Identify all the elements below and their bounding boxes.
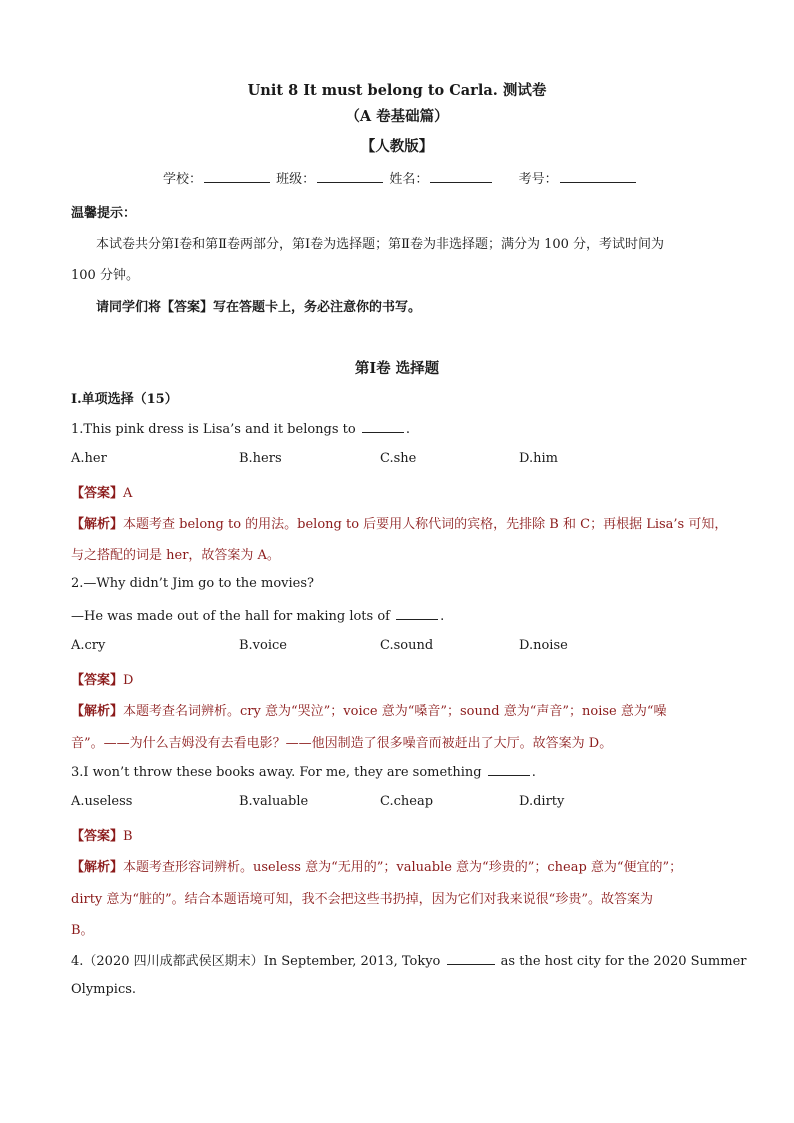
question-1-option-d[interactable]: D.him [519, 451, 558, 466]
edition-label: 【人教版】 [360, 138, 434, 155]
question-3-stem: 3.I won’t throw these books away. For me, they are something . [71, 765, 536, 780]
question-2-stem-line-2: —He was made out of the hall for making lots of . [71, 609, 445, 624]
question-3-option-d[interactable]: D.dirty [519, 794, 565, 809]
question-1-option-c[interactable]: C.she [380, 451, 417, 466]
question-3-analysis-line-1: 【解析】本题考查形容词辨析。useless 意为“无用的”；valuable 意为“珍贵的”；cheap 意为“便宜的”； [71, 860, 683, 875]
question-2-stem-line-1: 2.—Why didn’t Jim go to the movies? [71, 576, 314, 591]
question-2-analysis-line-2: 音”。——为什么吉姆没有去看电影？——他因制造了很多噪音而被赶出了大厅。故答案为 D。 [71, 736, 613, 751]
school-blank[interactable] [204, 170, 270, 183]
question-3-answer: 【答案】B [71, 829, 133, 844]
question-1-analysis-line-1: 【解析】本题考查 belong to 的用法。belong to 后要用人称代词的宾格，先排除 B 和 C；再根据 Lisa’s 可知， [71, 517, 728, 532]
question-1-answer: 【答案】A [71, 486, 133, 501]
tips-line-3: 请同学们将【答案】写在答题卡上，务必注意你的书写。 [96, 300, 422, 315]
question-3-analysis-line-2: dirty 意为“脏的”。结合本题语境可知，我不会把这些书扔掉，因为它们对我来说很“珍贵”。故答案为 [71, 892, 653, 907]
question-1-blank[interactable] [362, 420, 404, 433]
name-label: 姓名： [389, 172, 429, 187]
question-3-option-b[interactable]: B.valuable [239, 794, 309, 809]
name-blank[interactable] [430, 170, 492, 183]
part-title: Ⅰ.单项选择（15） [71, 392, 178, 407]
exam-number-blank[interactable] [560, 170, 636, 183]
question-2-option-c[interactable]: C.sound [380, 638, 434, 653]
question-3-option-c[interactable]: C.cheap [380, 794, 434, 809]
question-1-analysis-line-2: 与之搭配的词是 her，故答案为 A。 [71, 548, 280, 563]
info-fields-row [163, 168, 638, 187]
tips-line-2: 100 分钟。 [71, 268, 139, 283]
question-4-stem-line-1: 4.（2020 四川成都武侯区期末）In September, 2013, Tokyo as the host city for the 2020 Summer [71, 954, 747, 969]
class-label: 班级： [276, 172, 316, 187]
question-1-option-a[interactable]: A.her [71, 451, 107, 466]
question-2-option-a[interactable]: A.cry [71, 638, 106, 653]
question-4-blank[interactable] [447, 952, 495, 965]
question-2-option-d[interactable]: D.noise [519, 638, 568, 653]
question-3-option-a[interactable]: A.useless [71, 794, 133, 809]
tips-line-1: 本试卷共分第Ⅰ卷和第Ⅱ卷两部分，第Ⅰ卷为选择题；第Ⅱ卷为非选择题；满分为 100 分，考试时间为 [96, 237, 665, 252]
page-title: Unit 8 It must belong to Carla. 测试卷 [247, 82, 547, 99]
section-title: 第Ⅰ卷 选择题 [354, 360, 440, 377]
school-label: 学校： [163, 172, 203, 187]
question-1-option-b[interactable]: B.hers [239, 451, 282, 466]
question-1-stem: 1.This pink dress is Lisa’s and it belongs to . [71, 422, 411, 437]
question-2-analysis-line-1: 【解析】本题考查名词辨析。cry 意为“哭泣”；voice 意为“嗓音”；sound 意为“声音”；noise 意为“噪 [71, 704, 667, 719]
question-3-analysis-line-3: B。 [71, 923, 94, 938]
tips-heading: 温馨提示： [71, 206, 137, 221]
question-4-stem-line-2: Olympics. [71, 982, 137, 997]
question-3-blank[interactable] [488, 763, 530, 776]
class-blank[interactable] [317, 170, 383, 183]
exam-number-label: 考号： [518, 172, 558, 187]
page-subtitle: （A 卷基础篇） [345, 108, 449, 125]
question-2-answer: 【答案】D [71, 673, 134, 688]
question-2-option-b[interactable]: B.voice [239, 638, 287, 653]
question-2-blank[interactable] [396, 607, 438, 620]
